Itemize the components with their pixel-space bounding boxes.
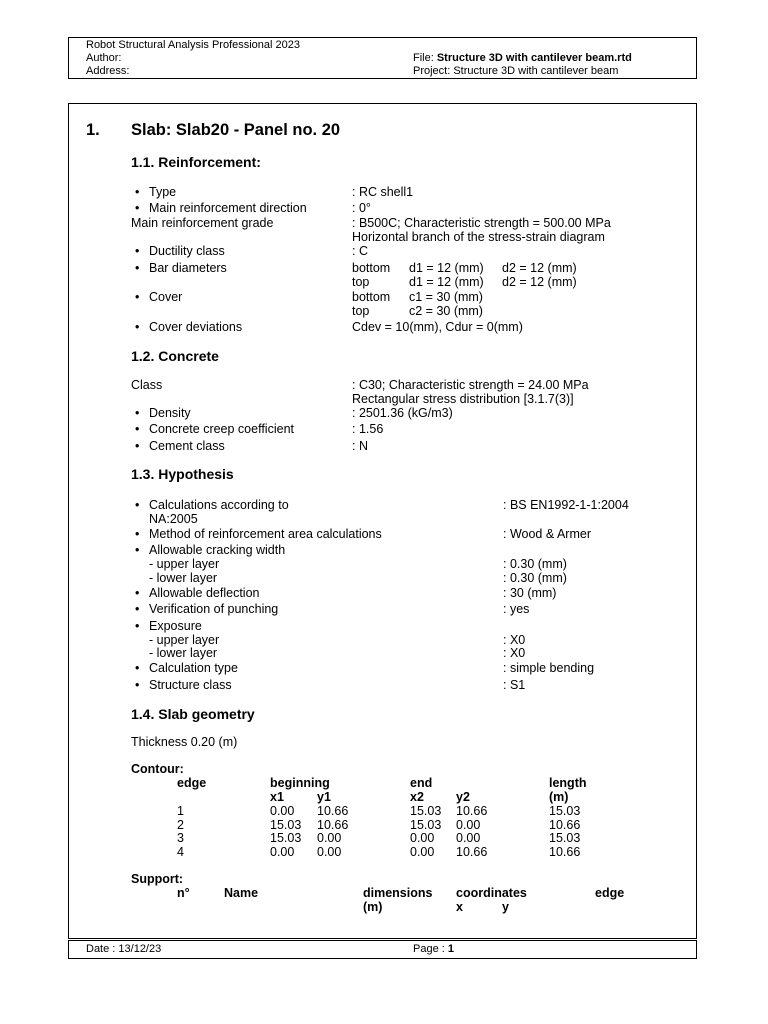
bars-bottom-d2: d2 = 12 (mm) — [502, 261, 577, 275]
bars-top-d2: d2 = 12 (mm) — [502, 275, 577, 289]
cell-y1: 0.00 — [317, 845, 342, 859]
cover-bottom-value: c1 = 30 (mm) — [409, 290, 483, 304]
structure-label: • Structure class — [149, 678, 232, 692]
crack-lower-label: - lower layer — [149, 571, 218, 585]
cell-y2: 0.00 — [456, 818, 481, 832]
file-info — [413, 52, 632, 65]
cell-y2: 10.66 — [456, 804, 488, 818]
support-col-edge: edge — [595, 886, 625, 900]
page-number: 1 — [447, 943, 454, 955]
footer-page — [413, 943, 454, 956]
ductility-label: • Ductility class — [149, 244, 225, 258]
thickness: Thickness 0.20 (m) — [131, 735, 238, 749]
cement-value: : N — [352, 439, 368, 453]
geometry-heading: 1.4. Slab geometry — [131, 706, 255, 722]
method-label: • Method of reinforcement area calculations — [149, 527, 382, 541]
crack-upper-value: : 0.30 (mm) — [503, 557, 567, 571]
punching-label: • Verification of punching — [149, 602, 278, 616]
cell-length: 15.03 — [549, 804, 581, 818]
grade-value-2: Horizontal branch of the stress-strain diagram — [352, 230, 605, 244]
crack-lower-value: : 0.30 (mm) — [503, 571, 567, 585]
grade-label: Main reinforcement grade — [131, 216, 274, 230]
address-label: Address: — [86, 65, 130, 77]
sub-m: (m) — [549, 790, 569, 804]
contour-label: Contour: — [131, 762, 184, 776]
bars-bottom: bottom — [352, 261, 391, 275]
support-label: Support: — [131, 872, 184, 886]
cell-x1: 15.03 — [270, 818, 302, 832]
type-value: : RC shell1 — [352, 185, 414, 199]
cell-x2: 0.00 — [410, 845, 435, 859]
support-sub-m: (m) — [363, 900, 383, 914]
deflection-value: : 30 (mm) — [503, 586, 557, 600]
creep-value: : 1.56 — [352, 422, 384, 436]
cover-top-value: c2 = 30 (mm) — [409, 304, 483, 318]
density-label: • Density — [149, 406, 191, 420]
cover-top: top — [352, 304, 370, 318]
cover-bottom: bottom — [352, 290, 391, 304]
cell-length: 10.66 — [549, 818, 581, 832]
reinforcement-heading: 1.1. Reinforcement: — [131, 154, 261, 170]
direction-value: : 0° — [352, 201, 371, 215]
support-sub-x: x — [456, 900, 463, 914]
section-title: Slab: Slab20 - Panel no. 20 — [131, 121, 341, 139]
exposure-lower-label: - lower layer — [149, 646, 218, 660]
class-value: : C30; Characteristic strength = 24.00 MPa — [352, 378, 589, 392]
software-name: Robot Structural Analysis Professional 2023 — [86, 39, 301, 51]
sub-y2: y2 — [456, 790, 470, 804]
cell-length: 10.66 — [549, 845, 581, 859]
class-value-2: Rectangular stress distribution [3.1.7(3)] — [352, 392, 574, 406]
calc-label-2: NA:2005 — [149, 512, 198, 526]
cell-x2: 0.00 — [410, 831, 435, 845]
page-header — [68, 37, 697, 79]
col-end: end — [410, 776, 433, 790]
bars-top: top — [352, 275, 370, 289]
project-name: Project: Structure 3D with cantilever beam — [413, 65, 619, 77]
cell-x2: 15.03 — [410, 804, 442, 818]
method-value: : Wood & Armer — [503, 527, 591, 541]
concrete-heading: 1.2. Concrete — [131, 348, 219, 364]
cell-x1: 0.00 — [270, 845, 295, 859]
support-col-n: n° — [177, 886, 190, 900]
density-value: : 2501.36 (kG/m3) — [352, 406, 453, 420]
file-name: Structure 3D with cantilever beam.rtd — [436, 52, 632, 64]
support-sub-y: y — [502, 900, 509, 914]
sub-x1: x1 — [270, 790, 284, 804]
support-col-coordinates: coordinates — [456, 886, 527, 900]
file-label: File: — [413, 52, 437, 64]
support-col-name: Name — [224, 886, 259, 900]
exposure-lower-value: : X0 — [503, 646, 526, 660]
cell-y2: 10.66 — [456, 845, 488, 859]
bars-bottom-d1: d1 = 12 (mm) — [409, 261, 484, 275]
bars-label: • Bar diameters — [149, 261, 227, 275]
grade-value: : B500C; Characteristic strength = 500.00 MPa — [352, 216, 611, 230]
cell-y1: 0.00 — [317, 831, 342, 845]
cell-edge: 1 — [177, 804, 184, 818]
footer-date: Date : 13/12/23 — [86, 943, 162, 955]
cover-label: • Cover — [149, 290, 182, 304]
cell-y1: 10.66 — [317, 804, 349, 818]
cell-x1: 15.03 — [270, 831, 302, 845]
cell-edge: 2 — [177, 818, 184, 832]
cell-edge: 3 — [177, 831, 184, 845]
calc-value: : BS EN1992-1-1:2004 — [503, 498, 629, 512]
cell-y1: 10.66 — [317, 818, 349, 832]
structure-value: : S1 — [503, 678, 526, 692]
report-body — [68, 103, 697, 939]
deviation-label: • Cover deviations — [149, 320, 242, 334]
col-length: length — [549, 776, 587, 790]
bars-top-d1: d1 = 12 (mm) — [409, 275, 484, 289]
deflection-label: • Allowable deflection — [149, 586, 260, 600]
sub-y1: y1 — [317, 790, 331, 804]
exposure-upper-label: - upper layer — [149, 633, 220, 647]
cement-label: • Cement class — [149, 439, 225, 453]
exposure-upper-value: : X0 — [503, 633, 526, 647]
type-label: • Type — [149, 185, 176, 199]
page-footer — [68, 940, 697, 959]
sub-x2: x2 — [410, 790, 424, 804]
col-edge: edge — [177, 776, 207, 790]
calc-type-label: • Calculation type — [149, 661, 238, 675]
class-label: Class — [131, 378, 163, 392]
direction-label: • Main reinforcement direction — [149, 201, 307, 215]
page-label: Page : — [413, 943, 448, 955]
creep-label: • Concrete creep coefficient — [149, 422, 294, 436]
col-beginning: beginning — [270, 776, 330, 790]
cell-x1: 0.00 — [270, 804, 295, 818]
cell-length: 15.03 — [549, 831, 581, 845]
hypothesis-heading: 1.3. Hypothesis — [131, 466, 234, 482]
calc-type-value: : simple bending — [503, 661, 595, 675]
calc-label: • Calculations according to — [149, 498, 289, 512]
cell-y2: 0.00 — [456, 831, 481, 845]
cell-edge: 4 — [177, 845, 184, 859]
section-number: 1. — [86, 121, 100, 139]
exposure-label: • Exposure — [149, 619, 202, 633]
deviation-value: Cdev = 10(mm), Cdur = 0(mm) — [352, 320, 523, 334]
crack-upper-label: - upper layer — [149, 557, 220, 571]
support-col-dimensions: dimensions — [363, 886, 433, 900]
crack-label: • Allowable cracking width — [149, 543, 285, 557]
punching-value: : yes — [503, 602, 530, 616]
author-label: Author: — [86, 52, 122, 64]
cell-x2: 15.03 — [410, 818, 442, 832]
ductility-value: : C — [352, 244, 368, 258]
